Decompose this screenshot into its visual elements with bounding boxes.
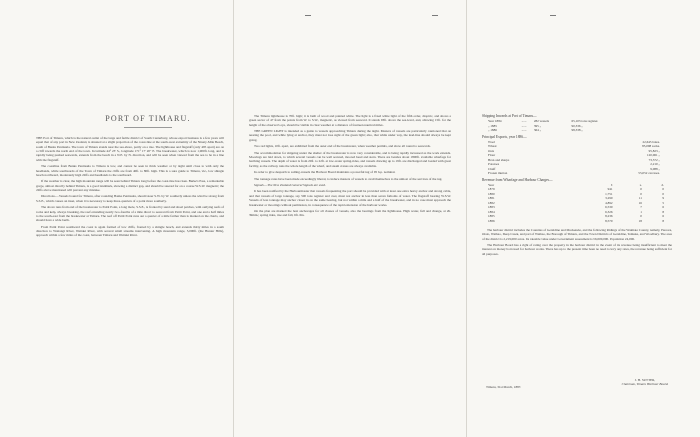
signer-role: Chairman, Timaru Harbour Board. [621,382,669,387]
table-cell: „ 1886 [488,128,497,132]
table-cell: 3,290 [605,196,613,200]
table-cell: 8 [662,218,664,223]
paragraph: If the weather is clear, the high mountain range will be seen behind Timaru long before the coast-line has risen. Burke's Pass, a remarkable gorge, almost directly behind Timaru, is a good landmark, showing a distinct gap, and should be steered for on a course W.S.W. magnetic; the cliffs above mentioned will prevent any mistake. [36,179,224,192]
paragraph: The tonnage rates have been made exceedingly liberal, to induce masters of vessels to avail themselves to the utmost of the services of the tug. [254,176,443,181]
paragraph: THE Port of Timaru, which is the natural outlet of the large and fertile district of South Canterbury, whose export business is a few years will equal that of any port in New Zealand, is situated at a slight projection of the coast-line at the south-west extremity of the Ninety-Mile Beach, south of Banks Peninsula. The town of Timaru stands near the sea-shore, partly on a rise. The lighthouse and flagstaff (only 495 apart) are on a cliff towards the north end of the town. In latitude 44° 23' S., longitude 171° 17' 20" E. The breakwater, which is now 1,900ft. long, and is rapidly being pushed seawards, extends from the beach in a N.E. by N. direction, and will be seen when viewed from the sea to be in a line with the flagstaff. [36,136,224,162]
table-cell: 9,088 „ [650,166,660,171]
table-cell: 90,336 „ [571,123,583,128]
paragraph: The accommodation for shipping under the shelter of the breakwater is now very considerable, and is being rapidly increased as the work extends. Moorings are laid down, to which several vessels can be well secured, moored head and stern. There are besides about 1800ft. available wharfage for berthing vessels. The depth of water is from 20ft. to 22ft. at low-water spring-tides, and vessels drawing up to 19ft. are discharged and loaded with great facility, as the railway runs the whole length of the wharf, and steam cranes are always available. [249,150,451,168]
table-cell: 2,210 „ [650,162,660,166]
page-fold [233,0,234,437]
table-cell: Oats [488,148,495,153]
table-cell: 1886 [488,218,495,223]
signer-name: J. H. SUTTER, [634,378,656,382]
paragraph: The Timaru lighthouse is 70ft. high; it is built of wood and painted white. The light is a fixed white light of the fifth order, dioptric, and shows a green sector of 47 from the points from W. to S.W., magnetic, as viewed from seaward. It stands 93ft. above the sea-level, and, allowing 15ft. for the height of the observer's eye, should be visible in clear weather at a distance of fourteen nautical miles. [249,114,451,127]
table-cell: 18 [638,218,642,223]
table-cell: 85,098 sacks. [642,144,660,148]
table-row [488,128,638,133]
table-cell: 282 vessels [533,119,549,123]
table-cell: Flour [488,153,496,157]
column-right [482,114,672,258]
table-cell: 95,823 „ [648,148,660,153]
table-cell: 941 [607,187,613,191]
table-cell: 6,530 [605,205,613,209]
table-cell: 0 [662,187,664,191]
title-rule [124,127,172,128]
exports-table [488,140,660,176]
revenue-heading: Revenue from Wharfage and Harbour Charges— [482,177,553,182]
paragraph: The coastline from Banks Peninsula to Timaru is low, and cannot be seen in thick weather or by night until close to with only the headlands, while southwards of the Town of Timaru the cliffs are from 40ft. to 80ft. high. This is a sure guide to Timaru, viz., low shingle beach northward, moderately high cliffs and headlands to the southward. [36,164,224,177]
table-cell: 1881 [488,196,495,200]
table-cell: 364 „ [533,128,542,132]
table-cell: 395 „ [533,123,542,128]
table-cell: 65,103 tons register. [571,119,599,123]
shipping-heading: Shipping Inwards at Port of Timaru— [482,114,537,118]
paragraph: Directions.—Vessels bound for Timaru, after rounding Banks Peninsula, should steer S.W. by W. southerly unless the wind be strong from S.S.E., which causes an inset, when it is necessary to keep three-quarters of a point more southerly. [36,194,224,203]
table-cell: 9 [662,196,664,200]
table-cell: Potatoes [488,162,500,166]
paragraph: It has been notified by the Harbourmaster that vessels frequenting the port should be provided with at least one extra heavy anchor and strong cable, and that vessels of large tonnage, say 500 tons register and over, must not anchor in less than seven fathoms of water. The flagstaff bearing W.S.W. Vessels of less tonnage may anchor closer in on the same bearing, but not within a mile and a half of the breakwater, and in no case must approach the breakwater or moorings without permission, in consequence of the rapid extension of the harbour works. [249,189,451,207]
table-cell: 1 [640,209,642,214]
table-cell: 73,572 „ [648,157,660,162]
table-cell: Wool [488,139,496,144]
table-cell: 16 [638,200,642,205]
paragraph: The Harbour Board has a right of rating over the property in the harbour district in the event of its revenue being insufficient to meet the interest on money borrowed for harbour works. There has up to the present time been no need to levy any rates, the revenue being sufficient for all purposes. [482,243,672,256]
table-cell: 98,338 „ [571,128,583,132]
table-cell: 0 [662,191,664,196]
table-cell: 0 [640,187,642,191]
paragraph: From Pattit Point southward the coast is again formed of low cliffs, fronted by a shingle beach, and extends thirty miles in a south direction to Waitangi River, Waitaki River, with several small streams intervening. A high mountain range, 5,000ft. (the Hunter Hills), approach within a few miles of the coast, between Timaru and Waitaki River. [36,224,224,238]
signature-block [610,378,680,387]
table-cell: ...... [521,119,527,123]
table-cell: 5 [662,200,664,205]
table-cell: 8,570 [605,218,613,223]
table-header: s. [639,182,642,187]
table-cell: 120,061 „ [646,153,660,157]
table-cell: 6,326 [605,209,613,214]
table-cell: 1883 [488,205,495,209]
table-cell: Chaff [488,166,496,171]
column-left [36,136,224,240]
table-header: £ [610,182,613,187]
paragraph: THE GREEN LIGHT is intended as a guide to vessels approaching Timaru during the night. Masters of vessels are particularly cautioned that on nearing the pool, and while lying at anchor, they must not lose sight of the green light; also, that while under way, the lead-line should always be kept going. [249,129,451,142]
table-cell: 4,892 [605,200,613,205]
table-row [488,171,660,176]
table-cell: 0 [640,214,642,218]
table-cell: 11 [638,196,642,200]
table-cell: 1882 [488,200,495,205]
crop-mark [305,15,311,16]
table-cell: ...... [521,123,527,128]
paragraph: Two red lights, 10ft. apart, are exhibited from the outer end of the breakwater, when weather permits, and show all round to seawards. [254,144,431,149]
column-middle [249,114,451,220]
shipping-table [488,119,638,133]
crop-mark [432,15,438,16]
table-cell: 1879 [488,187,495,191]
table-cell: 1885 [488,214,495,218]
table-cell: 1880 [488,191,495,196]
revenue-table [488,183,664,224]
table-cell: 8 [662,209,664,214]
crop-mark [550,15,556,16]
table-cell: 1,751 [605,191,613,196]
page-fold [466,0,467,437]
table-row [488,219,664,224]
table-cell: ...... [521,128,527,132]
paragraph: The above runs from end of the breakwater to Pattit Point, a long mole, S.S.E., is fronted by sand and shoal patches, with outlying reefs of rocks and kelp, always breaking, the reef extending nearly two-fourths of a mile direct to seaward from Pattit Point, and one and a half miles to the south-east from the breakwater at Timaru. The reef off Pattit Point runs out a quarter of a mile farther than is marked on the charts, and should have a wide berth. [36,205,224,223]
table-cell: 6 [662,214,664,218]
table-cell: 7 [640,205,642,209]
paragraph: Signals.—The New Zealand General Signals are used. [254,183,326,188]
table-cell: 55,052 carcases. [638,171,660,175]
paragraph: On the plan are marked the best anchorages for all classes of vessels, also the bearings from the lighthouse. High water, full and change, at 2h. 39min.; spring tides, rise and fall, 6ft. 6in. [249,208,451,218]
table-cell: Year 1884 [488,119,502,123]
table-cell: Bran and sharps [488,157,510,162]
table-cell: 1884 [488,209,495,214]
table-cell: 8,236 [605,214,613,218]
table-cell: 22,645 bales. [642,139,660,144]
table-header: d. [661,182,664,187]
paragraph: In order to give despatch to sailing-vessels the Harbour Board maintains a powerful tug of 95 h.p. nominal. [254,170,396,175]
signature-date: Timaru, 31st March, 1887. [486,385,522,389]
exports-heading: Principal Exports, year 1886— [482,134,527,139]
table-cell: „ 1885 [488,123,497,128]
page-title: PORT OF TIMARU. [105,114,191,123]
table-cell: Wheat [488,144,497,148]
table-cell: Frozen mutton [488,171,508,175]
table-header: Year [488,182,495,187]
table-cell: 6 [662,205,664,209]
table-cell: 0 [640,191,642,196]
paragraph: The harbour district includes the Counties of Geraldine and Mackenzie, and the following Ridings of the Waimate County, namely, Pareora, Otaio, Waihao, Deep Creek, and part of Waihao, the Borough of Timaru, and the Town Districts of Geraldine, Temuka, and Woodbury. The area of the district is 2,219,000 acres. Its rateable value under Government assessment is £6,000,000. Population 24,006. [482,228,672,241]
